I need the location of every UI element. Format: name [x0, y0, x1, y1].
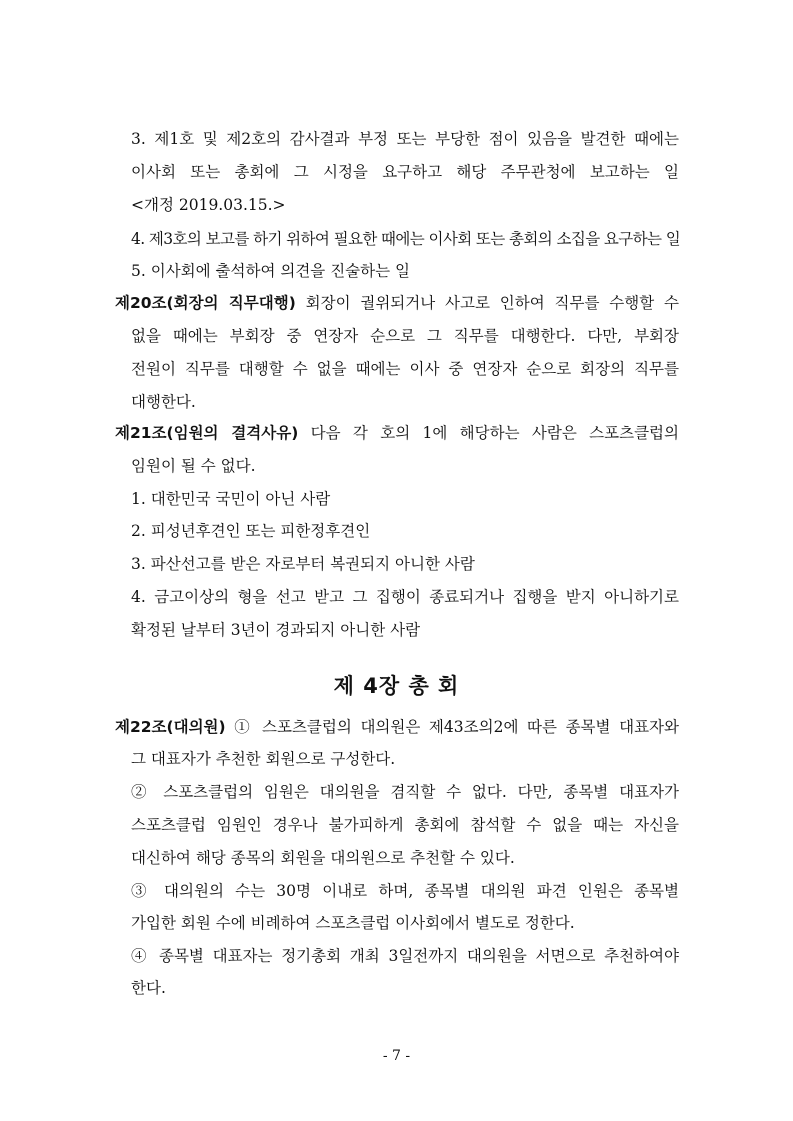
page-number: - 7 -: [382, 1048, 411, 1064]
article-20-line-4: 대행한다.: [131, 393, 196, 411]
article-21-first-line: [115, 422, 679, 444]
article-21-text: 다음 각 호의 1에 해당하는 사람은 스포츠클럽의: [298, 424, 679, 442]
article-20-first-line: [115, 292, 679, 314]
article-21-item-4-line-1: 4. 금고이상의 형을 선고 받고 그 집행이 종료되거나 집행을 받지 아니하기로: [131, 588, 679, 606]
article-21-heading: 제21조(임원의 결격사유): [115, 424, 299, 442]
article-22-line-2: 그 대표자가 추천한 회원으로 구성한다.: [131, 750, 396, 768]
chapter-title: 제 4장 총 회: [333, 674, 460, 698]
article-21-item-3: 3. 파산선고를 받은 자로부터 복권되지 아니한 사람: [131, 555, 475, 573]
article-22-clause-3-line-2: 가입한 회원 수에 비례하여 스포츠클럽 이사회에서 별도로 정한다.: [131, 914, 575, 932]
amendment-note: <개정 2019.03.15.>: [131, 196, 286, 214]
article-21-line-2: 임원이 될 수 없다.: [131, 457, 256, 475]
article-20-heading: 제20조(회장의 직무대행): [115, 294, 296, 312]
article-22-clause-4-line-2: 한다.: [131, 979, 166, 997]
article-22-clause-4-line-1: ④ 종목별 대표자는 정기총회 개최 3일전까지 대의원을 서면으로 추천하여야: [131, 947, 679, 965]
article-20-line-3: 전원이 직무를 대행할 수 없을 때에는 이사 중 연장자 순으로 회장의 직무를: [131, 360, 679, 378]
article-22-clause-2-line-3: 대신하여 해당 종목의 회원을 대의원으로 추천할 수 있다.: [131, 849, 515, 867]
article-22-clause-2-line-1: ② 스포츠클럽의 임원은 대의원을 겸직할 수 없다. 다만, 종목별 대표자가: [131, 783, 679, 801]
article-20-text: 회장이 궐위되거나 사고로 인하여 직무를 수행할 수: [295, 294, 679, 312]
article-20-line-2: 없을 때에는 부회장 중 연장자 순으로 그 직무를 대행한다. 다만, 부회장: [131, 327, 679, 345]
article-21-item-1: 1. 대한민국 국민이 아닌 사람: [131, 490, 331, 508]
item-3-line-2: 이사회 또는 총회에 그 시정을 요구하고 해당 주무관청에 보고하는 일: [131, 163, 679, 181]
article-22-heading: 제22조(대의원): [115, 718, 226, 736]
item-3-line-1: 3. 제1호 및 제2호의 감사결과 부정 또는 부당한 점이 있음을 발견한 때에는: [131, 130, 679, 148]
article-22-first-line: [115, 716, 679, 738]
article-22-text: ① 스포츠클럽의 대의원은 제43조의2에 따른 종목별 대표자와: [225, 718, 679, 736]
item-5: 5. 이사회에 출석하여 의견을 진술하는 일: [131, 262, 410, 280]
article-22-clause-3-line-1: ③ 대의원의 수는 30명 이내로 하며, 종목별 대의원 파견 인원은 종목별: [131, 882, 679, 900]
article-21-item-4-line-2: 확정된 날부터 3년이 경과되지 아니한 사람: [131, 621, 421, 639]
article-21-item-2: 2. 피성년후견인 또는 피한정후견인: [131, 522, 371, 540]
article-22-clause-2-line-2: 스포츠클럽 임원인 경우나 불가피하게 총회에 참석할 수 없을 때는 자신을: [131, 816, 679, 834]
item-4: 4. 제3호의 보고를 하기 위하여 필요한 때에는 이사회 또는 총회의 소집을 요구하는 일: [131, 230, 681, 248]
